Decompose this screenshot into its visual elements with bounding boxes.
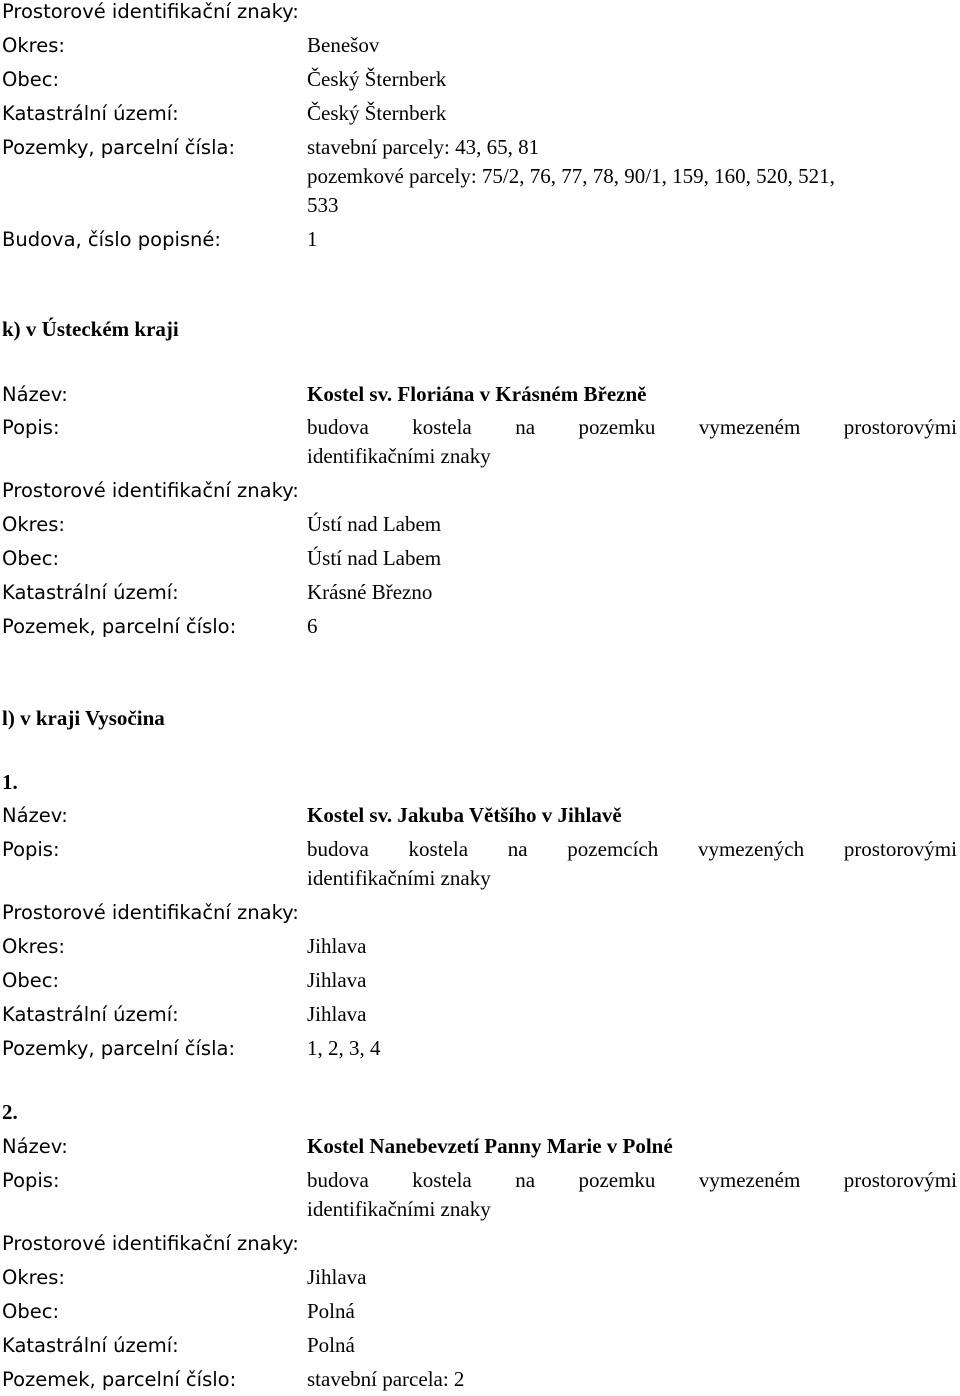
popis-word: na	[515, 415, 536, 439]
obec-label: Obec:	[2, 547, 60, 570]
okres-value: Ústí nad Labem	[307, 512, 442, 536]
obec-value: Jihlava	[307, 968, 367, 992]
popis-line-2: identifikačními znaky	[307, 866, 491, 890]
popis-line-2: identifikačními znaky	[307, 444, 491, 468]
popis-line-1	[307, 839, 957, 860]
pozemky-label: Pozemky, parcelní čísla:	[2, 136, 236, 159]
okres-value: Jihlava	[307, 934, 367, 958]
nazev-value: Kostel Nanebevzetí Panny Marie v Polné	[307, 1134, 673, 1158]
section-heading-k: k) v Ústeckém kraji	[2, 317, 179, 341]
popis-word: kostela	[408, 837, 469, 861]
popis-word: kostela	[412, 415, 472, 439]
budova-label: Budova, číslo popisné:	[2, 228, 221, 251]
budova-value: 1	[307, 227, 318, 251]
popis-word: prostorovými	[843, 415, 957, 439]
obec-label: Obec:	[2, 969, 60, 992]
katastralni-uzemi-value: Jihlava	[307, 1002, 367, 1026]
pozemek-value: stavební parcela: 2	[307, 1367, 465, 1391]
popis-word: budova	[307, 837, 369, 861]
popis-line-1	[307, 417, 957, 438]
okres-value: Benešov	[307, 33, 380, 57]
obec-value: Ústí nad Labem	[307, 546, 442, 570]
popis-word: prostorovými	[843, 1168, 957, 1192]
popis-word: budova	[307, 415, 369, 439]
nazev-label: Název:	[2, 1135, 68, 1158]
nazev-value: Kostel sv. Jakuba Většího v Jihlavě	[307, 803, 622, 827]
popis-word: pozemku	[578, 1168, 656, 1192]
katastralni-uzemi-label: Katastrální území:	[2, 102, 179, 125]
pozemek-label: Pozemek, parcelní číslo:	[2, 615, 237, 638]
popis-word: pozemku	[578, 415, 656, 439]
popis-label: Popis:	[2, 416, 60, 439]
item-number: 2.	[2, 1100, 18, 1124]
popis-word: vymezeném	[698, 415, 801, 439]
popis-word: na	[507, 837, 528, 861]
okres-label: Okres:	[2, 935, 65, 958]
nazev-value: Kostel sv. Floriána v Krásném Březně	[307, 382, 647, 406]
prostorove-heading: Prostorové identifikační znaky:	[2, 479, 299, 502]
obec-label: Obec:	[2, 1300, 60, 1323]
katastralni-uzemi-label: Katastrální území:	[2, 1334, 179, 1357]
katastralni-uzemi-label: Katastrální území:	[2, 581, 179, 604]
pozemky-label: Pozemky, parcelní čísla:	[2, 1037, 236, 1060]
katastralni-uzemi-value: Český Šternberk	[307, 101, 447, 125]
okres-value: Jihlava	[307, 1265, 367, 1289]
okres-label: Okres:	[2, 1266, 65, 1289]
okres-label: Okres:	[2, 34, 65, 57]
popis-word: vymezených	[697, 837, 805, 861]
popis-word: vymezeném	[698, 1168, 801, 1192]
popis-line-1	[307, 1170, 957, 1191]
obec-value: Polná	[307, 1299, 355, 1323]
section-heading-l: l) v kraji Vysočina	[2, 706, 165, 730]
popis-word: prostorovými	[843, 837, 957, 861]
pozemky-line-2: pozemkové parcely: 75/2, 76, 77, 78, 90/1, 159, 160, 520, 521,	[307, 164, 835, 188]
okres-label: Okres:	[2, 513, 65, 536]
popis-word: pozemcích	[567, 837, 659, 861]
nazev-label: Název:	[2, 804, 68, 827]
katastralni-uzemi-label: Katastrální území:	[2, 1003, 179, 1026]
prostorove-heading: Prostorové identifikační znaky:	[2, 901, 299, 924]
popis-line-2: identifikačními znaky	[307, 1197, 491, 1221]
katastralni-uzemi-value: Krásné Březno	[307, 580, 433, 604]
prostorove-heading: Prostorové identifikační znaky:	[2, 1232, 299, 1255]
prostorove-heading: Prostorové identifikační znaky:	[2, 0, 299, 23]
popis-label: Popis:	[2, 1169, 60, 1192]
popis-word: kostela	[412, 1168, 472, 1192]
pozemky-value: 1, 2, 3, 4	[307, 1036, 381, 1060]
pozemek-value: 6	[307, 614, 318, 638]
popis-word: budova	[307, 1168, 369, 1192]
pozemek-label: Pozemek, parcelní číslo:	[2, 1368, 237, 1391]
obec-value: Český Šternberk	[307, 67, 447, 91]
obec-label: Obec:	[2, 68, 60, 91]
nazev-label: Název:	[2, 383, 68, 406]
popis-label: Popis:	[2, 838, 60, 861]
pozemky-line-3: 533	[307, 193, 339, 217]
pozemky-line-1: stavební parcely: 43, 65, 81	[307, 135, 540, 159]
item-number: 1.	[2, 770, 18, 794]
popis-word: na	[515, 1168, 536, 1192]
katastralni-uzemi-value: Polná	[307, 1333, 355, 1357]
